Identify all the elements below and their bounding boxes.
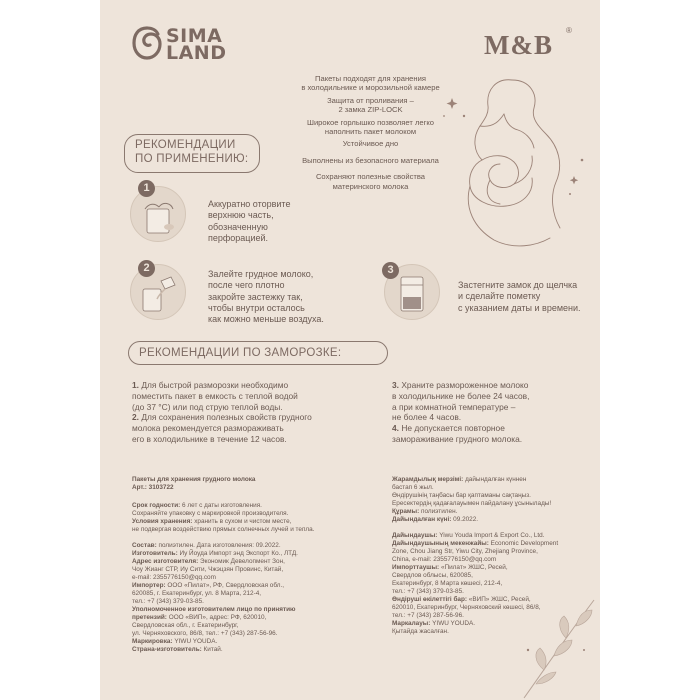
info-line-value: Иу Йоуда Импорт энд Экспорт Ко., ЛТД. bbox=[177, 550, 298, 557]
feature-item: Выполнены из безопасного материала bbox=[302, 155, 439, 165]
info-line bbox=[132, 526, 372, 534]
info-line-value: Китай. bbox=[201, 646, 223, 653]
feature-item: Пакеты подходят для хранения в холодильнике и морозильной камере bbox=[301, 74, 440, 93]
step2-number: 2 bbox=[138, 260, 155, 277]
info-line-value: Свердловская обл., г. Екатеринбург, bbox=[132, 622, 239, 629]
step3-text: Застегните замок до щелчка и сделайте пометку с указанием даты и времени. bbox=[458, 280, 581, 313]
info-line bbox=[392, 492, 592, 500]
freeze-right-column bbox=[392, 380, 592, 445]
info-line-value: Сохраняйте упаковку с маркировкой производителя. bbox=[132, 510, 289, 517]
info-line bbox=[392, 540, 592, 548]
info-line bbox=[392, 580, 592, 588]
info-line bbox=[392, 508, 592, 516]
info-line bbox=[132, 566, 372, 574]
freeze-section-title: РЕКОМЕНДАЦИИ ПО ЗАМОРОЗКЕ: bbox=[128, 341, 388, 365]
info-line-label: Дайындаушы: bbox=[392, 532, 438, 539]
info-line-label: Страна-изготовитель: bbox=[132, 646, 202, 653]
info-line bbox=[392, 476, 592, 484]
info-line-label: Срок годности: bbox=[132, 502, 181, 509]
sima-land-logo-icon bbox=[132, 26, 162, 60]
info-line bbox=[132, 510, 372, 518]
step2-text: Залейте грудное молоко, после чего плотно закройте застежку так, чтобы внутри осталось как можно меньше воздуха. bbox=[208, 269, 324, 325]
info-line-value: тел.: +7 (343) 379-03-85. bbox=[132, 598, 204, 605]
info-line-value: China, e-mail: 2355776150@qq.com bbox=[392, 556, 497, 563]
info-line-value: 620085, г. Екатеринбург, ул. 8 Марта, 212-4, bbox=[132, 590, 262, 597]
info-line-value: Қытайда жасалған. bbox=[392, 628, 449, 635]
info-line bbox=[132, 582, 372, 590]
step1-text: Аккуратно оторвите верхнюю часть, обозначенную перфорацией. bbox=[208, 199, 291, 243]
mother-baby-illustration bbox=[434, 68, 594, 258]
info-line-value: Өндірушінің таңбасы бар қаптаманы сақтаңыз. bbox=[392, 492, 531, 499]
info-ru bbox=[132, 476, 372, 654]
info-line-label: Маркировка: bbox=[132, 638, 173, 645]
feature-item: Устойчивое дно bbox=[342, 139, 399, 149]
info-line bbox=[132, 598, 372, 606]
sima-line2: LAND bbox=[166, 42, 227, 64]
info-line-value: Чоу Жианг СТР, Иу Сити, Чжэцзян Провинс, Китай, bbox=[132, 566, 284, 573]
info-line-label: Уполномоченное изготовителем лицо по принятию bbox=[132, 606, 296, 613]
info-line-value: YIWU YOUDA. bbox=[430, 620, 475, 627]
info-line bbox=[132, 550, 372, 558]
info-line-value: 09.2022. bbox=[451, 516, 479, 523]
info-line-value: Ересектердің қадағалауымен пайдалану ұсынылады! bbox=[392, 500, 552, 507]
usage-title-line2: ПО ПРИМЕНЕНИЮ: bbox=[135, 153, 249, 165]
info-line-label: Состав: bbox=[132, 542, 157, 549]
info-line-label: Изготовитель: bbox=[132, 550, 178, 557]
info-line bbox=[392, 532, 592, 540]
info-line bbox=[392, 548, 592, 556]
info-line-value: Экономик Девелопмент Зон, bbox=[198, 558, 285, 565]
info-line-value: YIWU YOUDA. bbox=[172, 638, 218, 645]
info-line-value: «ВИП» ЖШС, Ресей, bbox=[467, 596, 531, 603]
info-line-value: 620010, Екатеринбург, Черняховский көшесі, 86/8, bbox=[392, 604, 541, 611]
branch-decoration-icon bbox=[514, 590, 600, 700]
info-line-value: Economic Development bbox=[488, 540, 559, 547]
info-line bbox=[392, 564, 592, 572]
usage-section-title bbox=[124, 134, 260, 173]
info-line bbox=[132, 606, 372, 614]
info-line bbox=[132, 590, 372, 598]
info-line-label: Жарамдылық мерзімі: bbox=[392, 476, 464, 483]
info-line bbox=[132, 534, 372, 542]
freeze-item-1: 1. Для быстрой разморозки необходимо поместить пакет в емкость с теплой водой (до 37 °С) или под струю теплой воды. bbox=[132, 380, 298, 412]
sima-line1: SIMA bbox=[166, 25, 223, 47]
info-line bbox=[392, 556, 592, 564]
freeze-item-4: 4. Не допускается повторное замораживание грудного молока. bbox=[392, 423, 523, 444]
info-line-label: претензий: bbox=[132, 614, 167, 621]
info-line bbox=[392, 484, 592, 492]
info-line-value: полиэтилен. bbox=[419, 508, 458, 515]
info-line-value: Свердлов облысы, 620085, bbox=[392, 572, 473, 579]
freeze-left-column bbox=[132, 380, 362, 445]
usage-title-line1: РЕКОМЕНДАЦИИ bbox=[135, 139, 236, 151]
sima-land-logo bbox=[166, 25, 227, 64]
info-line-label: Адрес изготовителя: bbox=[132, 558, 199, 565]
step3-number: 3 bbox=[382, 262, 399, 279]
info-line bbox=[132, 558, 372, 566]
freeze-item-2: 2. Для сохранения полезных свойств грудного молока рекомендуется размораживать его в холодильнике в течение 12 часов. bbox=[132, 412, 312, 444]
info-line-value: тел.: +7 (343) 379-03-85. bbox=[392, 588, 464, 595]
info-line-label: Условия хранения: bbox=[132, 518, 193, 525]
info-line-value: Екатеринбург, 8 Марта көшесі, 212-4, bbox=[392, 580, 503, 587]
step1-number: 1 bbox=[138, 180, 155, 197]
info-line-value: «Пилат» ЖШС, Ресей, bbox=[439, 564, 508, 571]
feature-item: Сохраняют полезные свойства материнского молока bbox=[315, 172, 426, 191]
info-line-value: хранить в сухом и чистом месте, bbox=[192, 518, 292, 525]
info-line bbox=[132, 638, 372, 646]
info-line bbox=[132, 614, 372, 622]
info-line bbox=[132, 622, 372, 630]
info-line-value: Yiwu Youda Import & Export Co., Ltd. bbox=[437, 532, 545, 539]
info-line bbox=[132, 630, 372, 638]
info-line bbox=[132, 542, 372, 550]
info-line bbox=[392, 524, 592, 532]
info-line-value: бастап 6 жыл. bbox=[392, 484, 434, 491]
info-line-label: Дайындаушының мекенжайы: bbox=[392, 540, 489, 547]
info-line-value: не подвергая воздействию прямых солнечных лучей и тепла. bbox=[132, 526, 315, 533]
product-name: Пакеты для хранения грудного молока bbox=[132, 476, 256, 483]
info-line-label: Құрамы: bbox=[392, 508, 420, 515]
tear-package-icon bbox=[131, 187, 185, 241]
info-line-value: 6 лет с даты изготовления. bbox=[180, 502, 262, 509]
info-line-value: полиэтилен. Дата изготовления: 09.2022. bbox=[156, 542, 281, 549]
mb-logo: M&B bbox=[484, 30, 553, 60]
article-number: Арт.: 3103722 bbox=[132, 484, 174, 491]
info-line-value: ООО «Пилат», РФ, Свердловская обл., bbox=[165, 582, 285, 589]
info-line bbox=[392, 516, 592, 524]
step1-illustration bbox=[130, 186, 186, 242]
info-line bbox=[132, 518, 372, 526]
info-line-label: Импорттаушы: bbox=[392, 564, 440, 571]
mb-registered-mark: ® bbox=[566, 26, 572, 35]
feature-item: Широкое горлышко позволяет легко наполнить пакет молоком bbox=[306, 117, 435, 137]
info-line bbox=[132, 574, 372, 582]
feature-item: Защита от проливания – 2 замка ZIP-LOCK bbox=[327, 95, 414, 115]
info-line-value: тел.: +7 (343) 287-56-96. bbox=[392, 612, 464, 619]
info-line-value: ул. Черняховского, 86/8, тел.: +7 (343) 287-56-96. bbox=[132, 630, 278, 637]
info-line bbox=[132, 502, 372, 510]
info-line-label: Өндіруші өкілеттігі бар: bbox=[392, 596, 468, 603]
info-line-label: Маркалауы: bbox=[392, 620, 431, 627]
info-line-value: дайындалған күннен bbox=[463, 476, 527, 483]
info-line bbox=[392, 572, 592, 580]
info-line-value: ООО «ВИП», адрес: РФ, 620010, bbox=[166, 614, 267, 621]
info-line-value: e-mail: 2355776150@qq.com bbox=[132, 574, 216, 581]
freeze-item-3: 3. Храните размороженное молоко в холодильнике не более 24 часов, а при комнатной температуре – не более 4 часов. bbox=[392, 380, 530, 423]
info-line-value: Zone, Chou Jiang Str, Yiwu City, Zhejiang Province, bbox=[392, 548, 538, 555]
info-line-label: Импортер: bbox=[132, 582, 166, 589]
package-card bbox=[100, 0, 600, 700]
info-line bbox=[132, 646, 372, 654]
info-ru-lines bbox=[132, 502, 372, 654]
info-line-label: Дайындалған күні: bbox=[392, 516, 452, 523]
info-line bbox=[392, 500, 592, 508]
